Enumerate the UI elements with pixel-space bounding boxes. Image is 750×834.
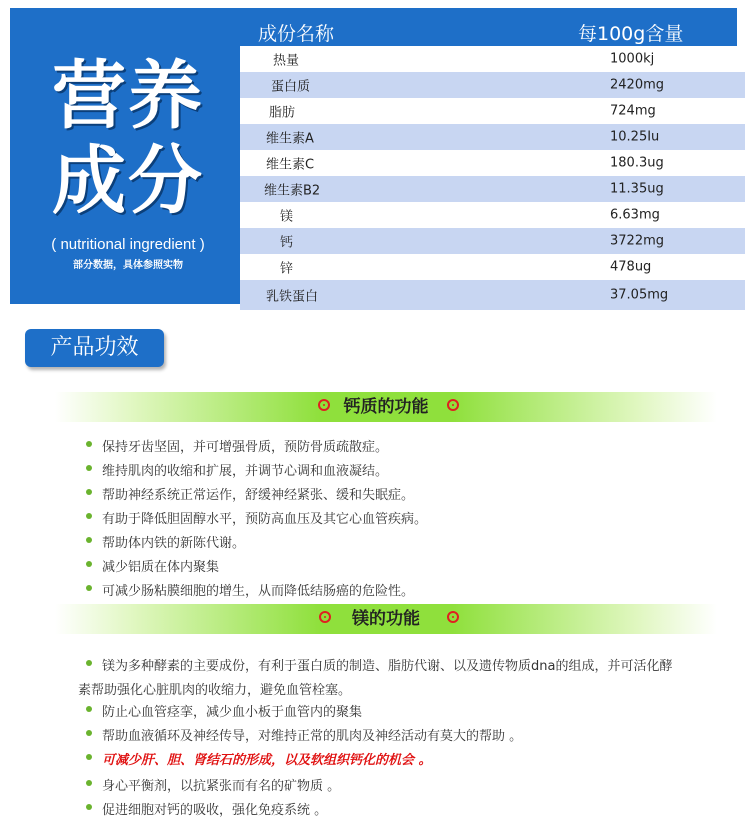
table-row: [240, 176, 745, 202]
list-item: 身心平衡剂，以抗紧张而有名的矿物质 。: [88, 775, 340, 794]
list-item: 促进细胞对钙的吸收，强化免疫系统 。: [88, 799, 327, 818]
row-name: 锌: [280, 261, 294, 277]
bullet-icon: [86, 537, 92, 543]
bullet-icon: [86, 465, 92, 471]
list-item: 镁为多种酵素的主要成份，有利于蛋白质的制造、脂肪代谢、以及遗传物质dna的组成，并可活化酵: [88, 655, 672, 674]
bullet-icon: [86, 754, 92, 760]
bullet-icon: [86, 585, 92, 591]
row-value: 2420mg: [610, 77, 664, 93]
list-item: 可减少肠粘膜细胞的增生，从而降低结肠癌的危险性。: [88, 580, 414, 599]
bullet-icon: [86, 489, 92, 495]
row-value: 3722mg: [610, 233, 664, 249]
panel-subtitle-en: ( nutritional ingredient ): [51, 236, 205, 253]
bullet-icon: [86, 780, 92, 786]
table-row: [240, 98, 745, 124]
bullet-icon: [86, 561, 92, 567]
list-item: 帮助血液循环及神经传导，对维持正常的肌肉及神经活动有莫大的帮助 。: [88, 725, 522, 744]
nutrition-panel: [10, 8, 737, 304]
table-row: [240, 46, 745, 72]
list-item: 减少铝质在体内聚集: [88, 556, 219, 575]
row-name: 维生素A: [266, 131, 314, 147]
bullet-icon: [86, 513, 92, 519]
row-value: 10.25Iu: [610, 129, 660, 145]
row-value: 11.35ug: [610, 181, 664, 197]
target-icon: [447, 611, 459, 623]
list-item: 维持肌肉的收缩和扩展，并调节心调和血液凝结。: [88, 460, 388, 479]
table-header: [240, 18, 745, 46]
list-item-continuation: 素帮助强化心脏肌肉的收缩力，避免血管栓塞。: [78, 683, 352, 698]
row-name: 乳铁蛋白: [266, 289, 319, 305]
header-value: 每100g含量: [578, 23, 684, 45]
table-row: [240, 124, 745, 150]
table-row: [240, 72, 745, 98]
list-item: 帮助体内铁的新陈代谢。: [88, 532, 245, 551]
list-item-highlight: 可减少肝、胆、肾结石的形成，以及软组织钙化的机会 。: [88, 749, 432, 768]
bullet-icon: [86, 706, 92, 712]
calcium-title: 钙质的功能: [343, 397, 429, 417]
bullet-icon: [86, 441, 92, 447]
section-label: 产品功效: [25, 329, 164, 367]
bullet-icon: [86, 730, 92, 736]
magnesium-banner: [55, 604, 717, 634]
row-value: 478ug: [610, 259, 652, 275]
row-name: 镁: [280, 209, 294, 225]
nutrition-table: [240, 18, 745, 310]
table-row: [240, 150, 745, 176]
row-value: 1000kj: [610, 51, 655, 67]
row-value: 724mg: [610, 103, 656, 119]
list-item: 防止心血管痉挛，减少血小板于血管内的聚集: [88, 701, 362, 720]
panel-title-line1: 营养: [52, 53, 204, 139]
list-item: 帮助神经系统正常运作，舒缓神经紧张、缓和失眠症。: [88, 484, 414, 503]
bullet-icon: [86, 660, 92, 666]
row-name: 钙: [280, 235, 294, 251]
bullet-icon: [86, 804, 92, 810]
target-icon: [447, 399, 459, 411]
magnesium-title: 镁的功能: [352, 609, 420, 629]
calcium-banner: [55, 392, 717, 422]
row-name: 蛋白质: [271, 79, 311, 95]
header-name: 成份名称: [258, 23, 335, 45]
row-name: 脂肪: [269, 105, 296, 121]
panel-note: 部分数据，具体参照实物: [73, 260, 183, 271]
row-value: 37.05mg: [610, 287, 669, 303]
row-value: 6.63mg: [610, 207, 660, 223]
panel-title-line2: 成分: [52, 138, 204, 224]
table-row: [240, 280, 745, 310]
row-name: 热量: [273, 53, 300, 69]
row-name: 维生素B2: [264, 183, 321, 199]
table-row: [240, 254, 745, 280]
table-row: [240, 228, 745, 254]
table-row: [240, 202, 745, 228]
row-name: 维生素C: [266, 157, 315, 173]
list-item: 保持牙齿坚固，并可增强骨质，预防骨质疏散症。: [88, 436, 388, 455]
row-value: 180.3ug: [610, 155, 664, 171]
list-item: 有助于降低胆固醇水平，预防高血压及其它心血管疾病。: [88, 508, 427, 527]
